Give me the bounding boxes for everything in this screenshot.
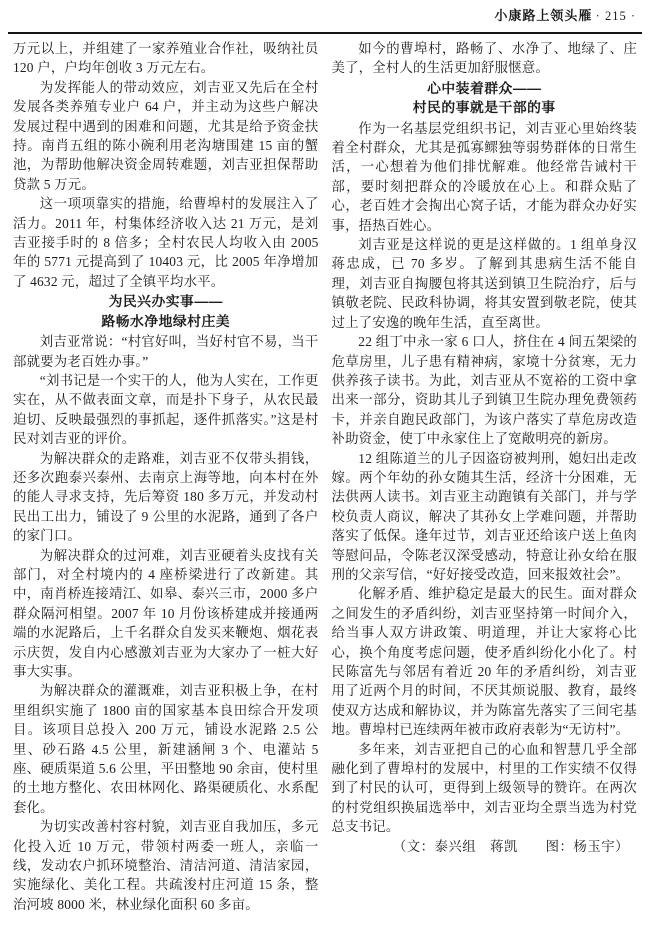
paragraph: 这一项项靠实的措施，给曹埠村的发展注入了活力。2011 年，村集体经济收入达 21 万元，是刘吉亚接手时的 8 倍多；全村农民人均收入由 2005 年的 5771 元提高到了 10403 元，比 2005 年净增加了 4632 元，超过了全镇平均水平。 <box>13 196 319 289</box>
paragraph: 为解决群众的过河难，刘吉亚硬着头皮找有关部门，对全村境内的 4 座桥梁进行了改新建。其中，南肖桥连接靖江、如皋、泰兴三市，2000 多户群众隔河相望。2007 年 10 月份该桥建成并接通两端的水泥路后，上千名群众自发买来鞭炮、烟花表示庆贺，发自内心感激刘吉亚为大家办了一桩大好事大实事。 <box>13 547 319 679</box>
section-heading-line: 为民兴办实事—— <box>108 294 223 310</box>
paragraph: 万元以上，并组建了一家养殖业合作社，吸纳社员 120 户，户均年创收 3 万元左右。 <box>13 41 319 76</box>
section-heading <box>332 78 638 119</box>
running-head <box>13 7 636 25</box>
running-head-title: 小康路上领头雁 <box>494 8 593 23</box>
paragraph: 为切实改善村容村貌，刘吉亚自我加压，多元化投入近 10 万元，带领村两委一班人，亲临一线，发动农户抓环境整治、清洁河道、清洁家园，实施绿化、美化工程。共疏浚村庄河道 15 条，整治河坡 8000 米，林业绿化面积 60 多亩。 <box>13 819 319 912</box>
page-number-value: 215 <box>604 9 627 23</box>
left-column <box>13 39 319 914</box>
paragraph: 如今的曹埠村，路畅了、水净了、地绿了、庄美了，全村人的生活更加舒服惬意。 <box>331 41 637 76</box>
paragraph: 刘吉亚常说：“村官好叫，当好村官不易，当干部就要为老百姓办事。” <box>13 334 319 369</box>
section-heading-line: 心中装着群众—— <box>427 80 542 96</box>
section-heading <box>13 291 319 332</box>
separator-dot-left: · <box>595 9 601 23</box>
paragraph: 化解矛盾、维护稳定是最大的民生。面对群众之间发生的矛盾纠纷，刘吉亚坚持第一时间介入，给当事人双方讲政策、明道理，并让大家将心比心，换个角度考虑问题，使矛盾纠纷化小化了。村民陈富先与邻居有着近 20 年的矛盾纠纷，刘吉亚用了近两个月的时间，不厌其烦说服、教育，最终使双方达成和解协议，并为陈富先落实了三间宅基地。曹埠村已连续两年被市政府表彰为“无访村”。 <box>331 586 637 738</box>
paragraph: “刘书记是一个实干的人，他为人实在，工作更实在，从不做表面文章，而是扑下身子，从农民最迫切、反映最强烈的事抓起，逐件抓落实。”这是村民对刘吉亚的评价。 <box>13 372 319 447</box>
paragraph: 为解决群众的走路难，刘吉亚不仅带头捐钱，还多次跑泰兴泰州、去南京上海等地，向本村在外的能人寻求支持，先后筹资 180 多万元，并发动村民出工出力，铺设了 9 公里的水泥路，通到了各户的家门口。 <box>13 450 319 544</box>
paragraph: 为解决群众的灌溉难，刘吉亚积极上争，在村里组织实施了 1800 亩的国家基本良田综合开发项目。该项目总投入 200 万元，铺设水泥路 2.5 公里、砂石路 4.5 公里，新建涵闸 3 个、电灌站 5 座、硬质渠道 5.6 公里，平田整地 90 余亩，使村里的土地方整化、农田林网化、路渠硬质化、水系配套化。 <box>13 683 319 815</box>
header-rule <box>8 32 642 34</box>
paragraph: 为发挥能人的带动效应，刘吉亚又先后在全村发展各类养殖专业户 64 户，并主动为这些户解决发展过程中遇到的困难和问题，尤其是给予资金扶持。南肖五组的陈小碗利用老沟塘围建 15 亩的蟹池，为帮助他解决资金周转难题，刘吉亚担保帮助贷款 5 万元。 <box>13 79 319 192</box>
section-heading-line: 村民的事就是干部的事 <box>412 100 556 116</box>
text-columns <box>13 39 637 914</box>
paragraph: 12 组陈道兰的儿子因盗窃被判刑，媳妇出走改嫁。两个年幼的孙女随其生活，经济十分困难，无法供两人读书。刘吉亚主动跑镇有关部门，并与学校负责人商议，解决了其孙女上学难问题，并帮助落实了低保。逢年过节，刘吉亚还给该户送上鱼肉等慰问品，令陈老汉深受感动，特意让孙女给在服刑的父亲写信，“好好接受改造，回来报效社会”。 <box>331 450 637 582</box>
right-column <box>332 39 638 914</box>
attribution-line: （文：泰兴组 蒋凯 图：杨玉宇） <box>392 838 629 854</box>
paragraph: 22 组丁中永一家 6 口人，挤住在 4 间五架梁的危草房里，儿子患有精神病，家境十分贫寒，无力供养孩子读书。为此，刘吉亚从不宽裕的工资中拿出来一部分，资助其儿子到镇卫生院办理免费领药卡，并亲自跑民政部门，为该户落实了草危房改造补助资金，使丁中永家住上了宽敞明亮的新房。 <box>331 334 637 447</box>
page-number <box>596 9 636 23</box>
section-heading-line: 路畅水净地绿村庄美 <box>101 313 231 329</box>
separator-dot-right: · <box>630 9 636 23</box>
paragraph: 作为一名基层党组织书记，刘吉亚心里始终装着全村群众，尤其是孤寡鳏独等弱势群体的日常生活，一心想着为他们排忧解难。他经常告诫村干部，要时刻把群众的冷暖放在心上。和群众贴了心，老百姓才会掏出心窝子话，才能为群众办好实事，捂热百姓心。 <box>331 120 637 233</box>
paragraph: 刘吉亚是这样说的更是这样做的。1 组单身汉蒋忠成，已 70 多岁。了解到其患病生活不能自理，刘吉亚自掏腰包将其送到镇卫生院治疗，后与镇敬老院、民政科协调，将其安置到敬老院，使其过上了安逸的晚年生活，直至离世。 <box>331 237 637 330</box>
paragraph: 多年来，刘吉亚把自己的心血和智慧几乎全部融化到了曹埠村的发展中，村里的工作实绩不仅得到了村民的认可，更得到上级领导的赞许。在两次的村党组织换届选举中，刘吉亚均全票当选为村党总支书记。 <box>331 741 637 835</box>
